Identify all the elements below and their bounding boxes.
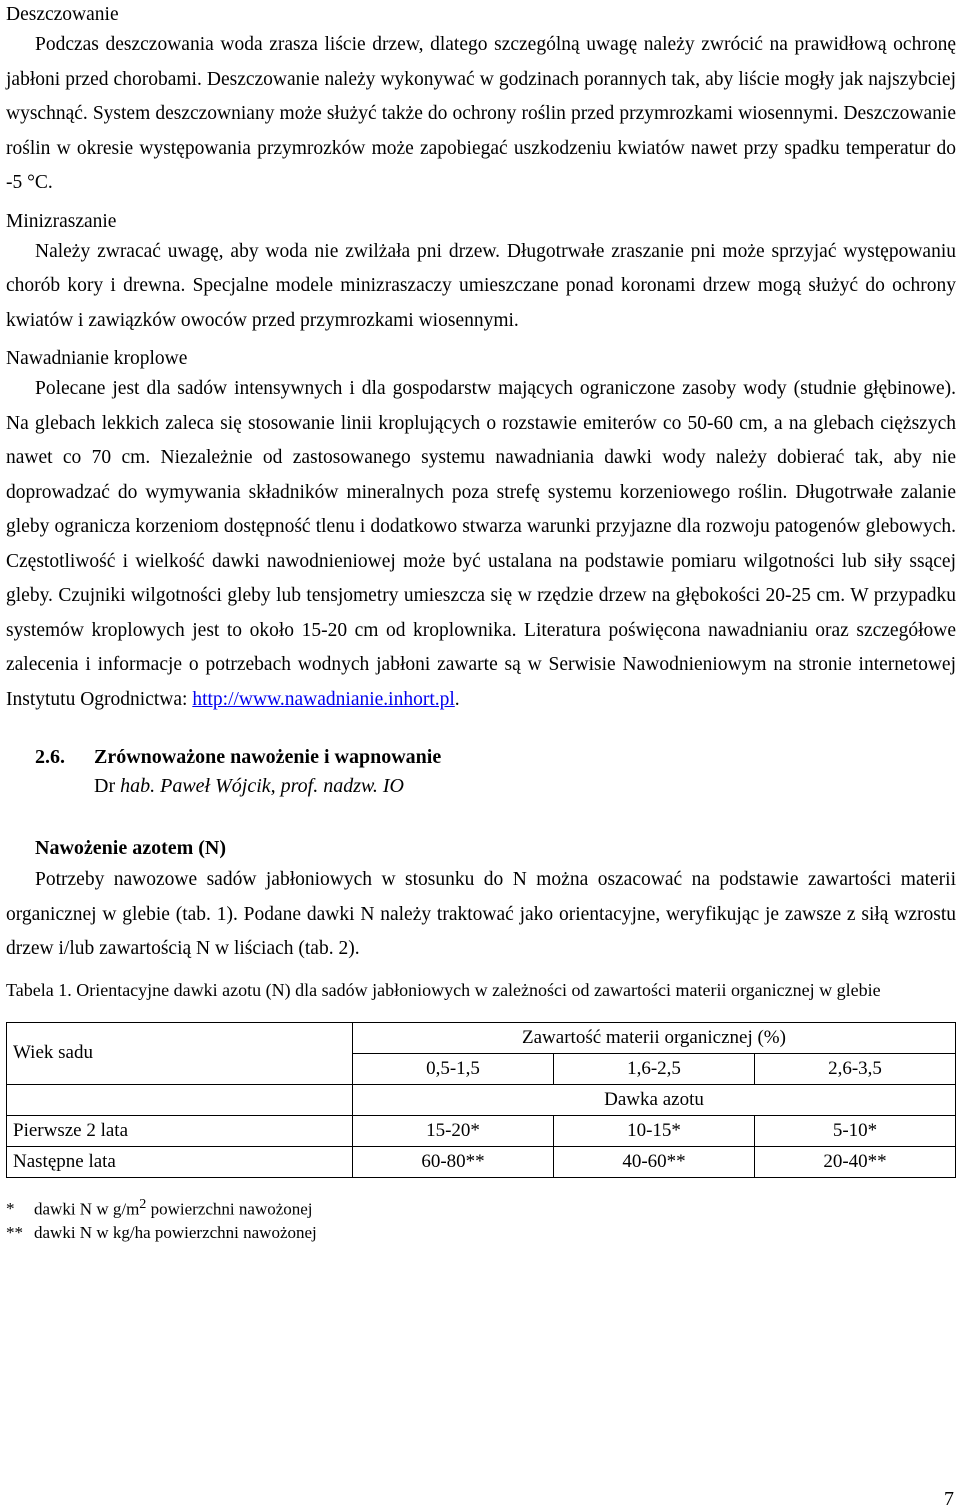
author-prefix: Dr	[94, 775, 116, 797]
table-row	[7, 1115, 956, 1146]
footnote-text: dawki N w g/m	[34, 1199, 140, 1219]
footnote-text: dawki N w kg/ha powierzchni nawożonej	[34, 1223, 317, 1243]
column-header-cell: 0,5-1,5	[353, 1053, 554, 1084]
table-header-row	[7, 1022, 956, 1053]
dose-header-row	[7, 1084, 956, 1115]
table-cell: 40-60**	[553, 1146, 754, 1177]
table-caption: Tabela 1. Orientacyjne dawki azotu (N) dla sadów jabłoniowych w zależności od zawartości materii organicznej w glebie	[6, 979, 881, 1000]
chapter-number: 2.6.	[35, 746, 65, 768]
kroplowe-heading: Nawadnianie kroplowe	[6, 348, 188, 369]
column-header-cell: 2,6-3,5	[754, 1053, 955, 1084]
minizraszanie-heading: Minizraszanie	[6, 210, 117, 232]
azot-heading: Nawożenie azotem (N)	[35, 837, 227, 859]
nawadnianie-link[interactable]: http://www.nawadnianie.inhort.pl	[192, 688, 455, 710]
footnote	[6, 1192, 956, 1222]
row-header-cell: Wiek sadu	[7, 1022, 353, 1084]
table-cell: 5-10*	[754, 1115, 955, 1146]
author-name: hab. Paweł Wójcik, prof. nadzw. IO	[120, 775, 404, 797]
chapter-title: Zrównoważone nawożenie i wapnowanie	[94, 746, 442, 768]
dose-header-cell: Dawka azotu	[353, 1084, 956, 1115]
chapter-author	[6, 771, 956, 801]
nitrogen-dose-table	[6, 1022, 956, 1178]
chapter-heading	[6, 743, 956, 771]
table-row	[7, 1146, 956, 1177]
document-page	[6, 0, 956, 1245]
kroplowe-text: Polecane jest dla sadów intensywnych i dla gospodarstw mających ograniczone zasoby wody (studnie głębinowe). Na glebach lekkich zaleca się stosowanie linii kroplujących o rozstawie emiterów co 50-60 cm, a na glebach cięższych nawet co 70 cm. Niezależnie od zastosowanego systemu nawadniania dawki wody należy dobierać tak, aby nie doprowadzać do wymywania składników mineralnych poza strefę systemu korzeniowego roślin. Długotrwałe zalanie gleby ogranicza korzeniom dostępność tlenu i dodatkowo stwarza warunki przyjazne dla rozwoju patogenów glebowych. Częstotliwość i wielkość dawki nawodnieniowej może być ustalana na podstawie pomiaru wilgotności lub siły ssącej gleby. Czujniki wilgotności gleby lub tensjometry umieszcza się w rzędzie drzew na głębokości 20-25 cm. W przypadku systemów kroplowych jest to około 15-20 cm od kroplownika. Literatura poświęcona nawadnianiu oraz szczegółowe zalecenia i informacje o potrzebach wodnych jabłoni zawarte są w Serwisie Nawodnieniowym na stronie internetowej Instytutu Ogrodnictwa:	[6, 378, 956, 710]
table-cell: 60-80**	[353, 1146, 554, 1177]
column-header-cell: 1,6-2,5	[553, 1053, 754, 1084]
footnote-rest: powierzchni nawożonej	[146, 1199, 313, 1219]
group-header-cell: Zawartość materii organicznej (%)	[353, 1022, 956, 1053]
deszczowanie-heading: Deszczowanie	[6, 4, 119, 25]
kroplowe-end: .	[454, 688, 460, 710]
table-footnotes	[6, 1192, 956, 1246]
page-number: 7	[944, 1488, 954, 1510]
footnote-mark: *	[6, 1199, 15, 1219]
footnote	[6, 1221, 956, 1245]
kroplowe-paragraph	[6, 372, 956, 717]
row-label-cell: Pierwsze 2 lata	[7, 1115, 353, 1146]
table-cell: 20-40**	[754, 1146, 955, 1177]
footnote-mark: **	[6, 1223, 23, 1243]
table-cell: 15-20*	[353, 1115, 554, 1146]
azot-paragraph: Potrzeby nawozowe sadów jabłoniowych w stosunku do N można oszacować na podstawie zawartości materii organicznej w glebie (tab. 1). Podane dawki N należy traktować jako orientacyjne, weryfikując je zawsze z siłą wzrostu drzew i/lub zawartością N w liściach (tab. 2).	[6, 869, 956, 959]
footnote-sup: 2	[139, 1195, 147, 1212]
empty-cell	[7, 1084, 353, 1115]
row-label-cell: Następne lata	[7, 1146, 353, 1177]
table-cell: 10-15*	[553, 1115, 754, 1146]
minizraszanie-paragraph: Należy zwracać uwagę, aby woda nie zwilżała pni drzew. Długotrwałe zraszanie pni może sprzyjać występowaniu chorób kory i drewna. Specjalne modele minizraszaczy umieszczane ponad koronami drzew mogą służyć do ochrony kwiatów i zawiązków owoców przed przymrozkami wiosennymi.	[6, 240, 956, 331]
deszczowanie-paragraph: Podczas deszczowania woda zrasza liście drzew, dlatego szczególną uwagę należy zwrócić na prawidłową ochronę jabłoni przed chorobami. Deszczowanie należy wykonywać w godzinach porannych tak, aby liście mogły jak najszybciej wyschnąć. System deszczowniany może służyć także do ochrony roślin przed przymrozkami wiosennymi. Deszczowanie roślin w okresie występowania przymrozków może zapobiegać uszkodzeniu kwiatów nawet przy spadku temperatur do -5 °C.	[6, 34, 956, 193]
